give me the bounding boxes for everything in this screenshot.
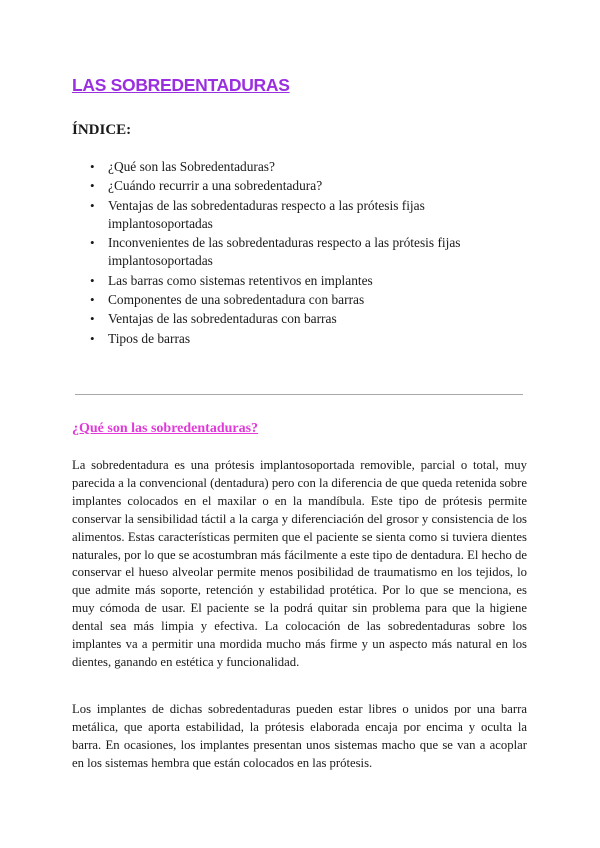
body-paragraph-1: La sobredentadura es una prótesis implantosoportada removible, parcial o total, muy parecida a la convencional (dentadura) pero con la diferencia de que queda retenida sobre implantes colocados en el maxilar o en la mandíbula. Este tipo de prótesis permite conservar la sensibilidad táctil a la carga y diferenciación del grosor y consistencia de los alimentos. Estas características permiten que el paciente se sienta como si tuviera dientes naturales, por lo que se acostumbran más fácilmente a este tipo de dentadura. El hecho de conservar el hueso alveolar permite menos posibilidad de traumatismo en los tejidos, lo que admite más soporte, retención y estabilidad protética. Por lo que se menciona, es muy cómoda de usar. El paciente se la podrá quitar sin problema para que la higiene dental sea más limpia y efectiva. La colocación de las sobredentaduras sobre los implantes va a permitir una mordida mucho más firme y un aspecto más natural en los dientes, ganando en estética y funcionalidad. (72, 458, 527, 669)
index-heading: ÍNDICE: (72, 122, 132, 138)
page-title: LAS SOBREDENTADURAS (72, 75, 290, 95)
toc-item-7: • Ventajas de las sobredentaduras con barras (90, 310, 510, 328)
toc-item-3: • Ventajas de las sobredentaduras respecto a las prótesis fijas implantosoportadas (90, 197, 510, 234)
body-paragraph-2: Los implantes de dichas sobredentaduras pueden estar libres o unidos por una barra metálica, que aporta estabilidad, la prótesis elaborada encaja por encima y oculta la barra. En ocasiones, los implantes presentan unos sistemas macho que se van a acoplar en los sistemas hembra que están colocados en las prótesis. (72, 702, 527, 770)
toc-item-5: • Las barras como sistemas retentivos en implantes (90, 272, 510, 290)
table-of-contents (90, 158, 510, 349)
toc-item-8: • Tipos de barras (90, 330, 510, 348)
toc-item-6: • Componentes de una sobredentadura con barras (90, 291, 510, 309)
horizontal-divider (75, 394, 523, 395)
toc-item-2: • ¿Cuándo recurrir a una sobredentadura? (90, 177, 510, 195)
toc-item-1: • ¿Qué son las Sobredentaduras? (90, 158, 510, 176)
toc-item-4: • Inconvenientes de las sobredentaduras respecto a las prótesis fijas implantosoportadas (90, 234, 510, 271)
section-heading: ¿Qué son las sobredentaduras? (72, 421, 259, 436)
